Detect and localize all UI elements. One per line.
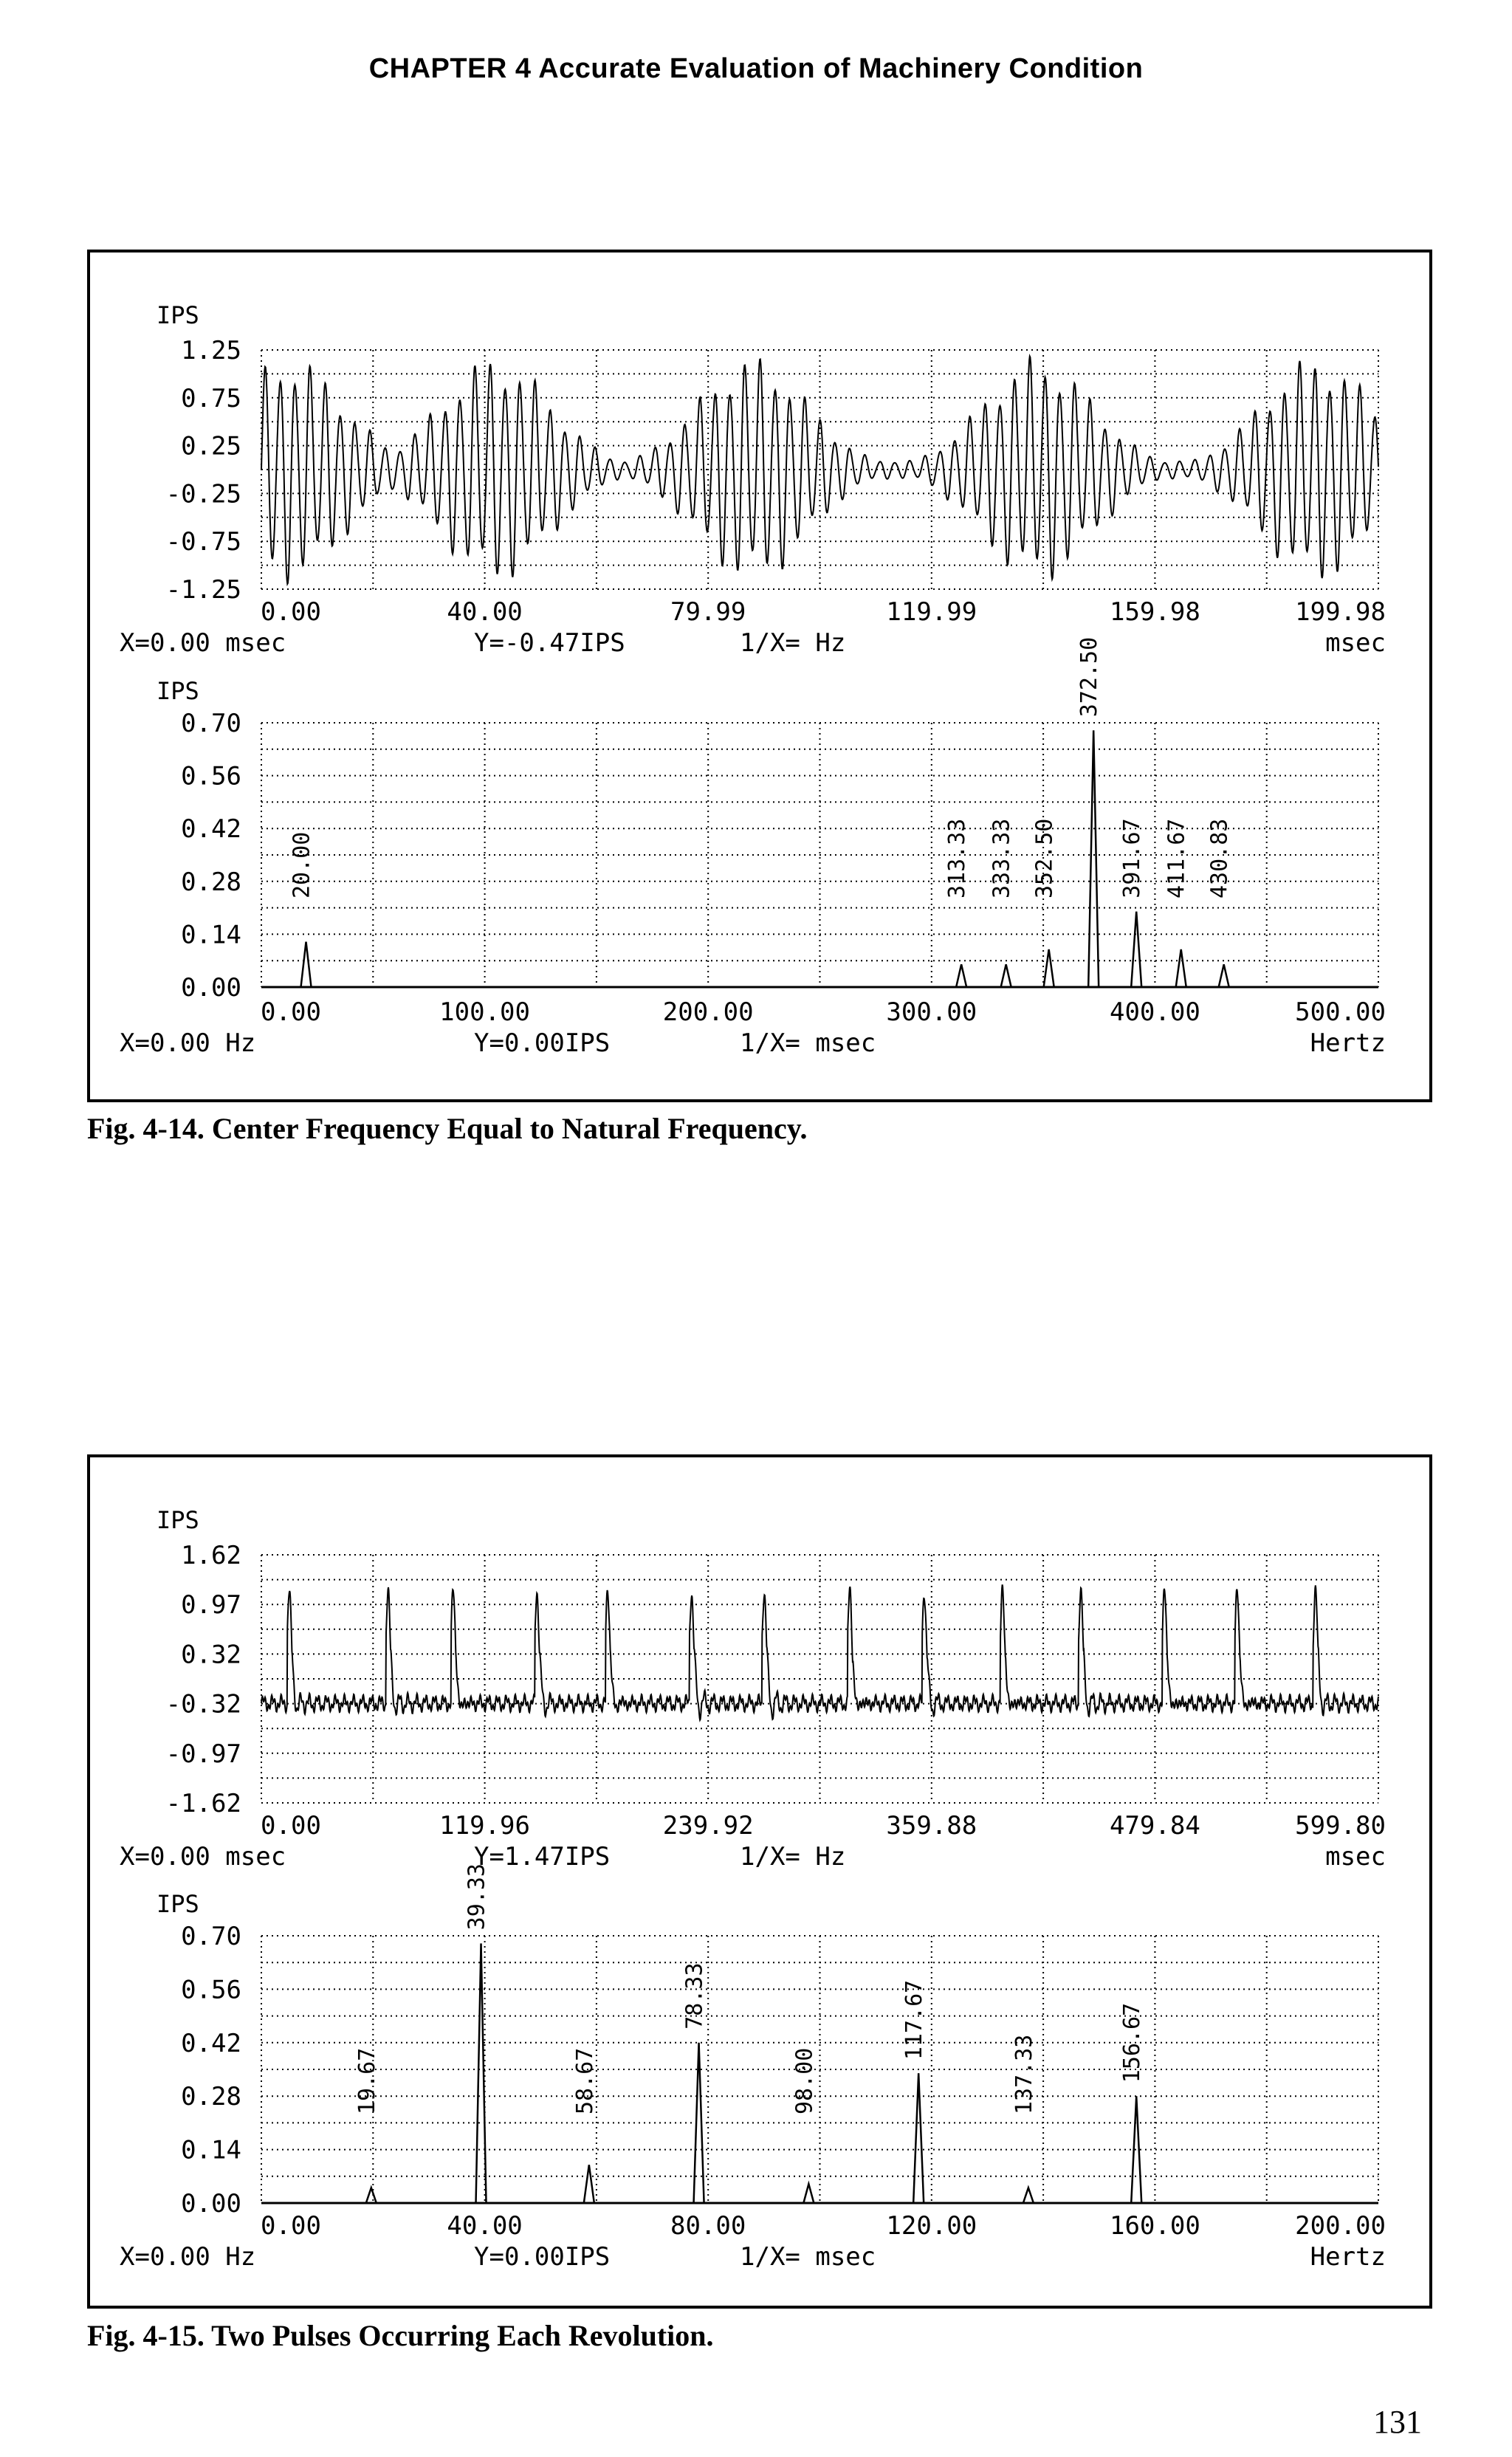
fig15-waveform-x-tick-label: 479.84 [1109,1811,1200,1841]
fig14-spectrum-y-tick-label: 0.56 [181,761,241,791]
fig14-waveform-unit-label: IPS [157,301,199,329]
fig15-waveform-readout-inv: 1/X= Hz [740,1842,846,1872]
fig14-waveform-x-tick-label: 159.98 [1109,597,1200,627]
fig15-waveform-x-tick-label: 239.92 [662,1811,754,1841]
fig15-spectrum-peak-label: 19.67 [354,2047,380,2114]
fig15-waveform-y-tick-label: -1.62 [165,1789,241,1818]
fig14-waveform-x-tick-label: 0.00 [261,597,321,627]
fig15-spectrum-x-tick-label: 0.00 [261,2211,321,2241]
fig14-spectrum-readout-inv: 1/X= msec [740,1028,876,1058]
fig14-spectrum-peak [1131,912,1141,987]
fig15-spectrum-x-tick-label: 40.00 [447,2211,523,2241]
fig15-spectrum-x-tick-label: 80.00 [670,2211,746,2241]
fig15-spectrum-peak [803,2184,814,2203]
fig14-spectrum-peak-label: 372.50 [1076,636,1103,718]
fig14-spectrum-readout-unit: Hertz [1310,1028,1386,1058]
fig14-spectrum-peak-label: 352.50 [1031,818,1058,898]
fig14-spectrum-x-tick-label: 200.00 [662,997,754,1027]
fig15-spectrum-peak-label: 137.33 [1011,2034,1037,2114]
fig14-waveform-x-tick-label: 79.99 [670,597,746,627]
fig15-spectrum-readout-x: X=0.00 Hz [120,2242,256,2272]
fig14-spectrum-readout-y: Y=0.00IPS [474,1028,611,1058]
fig14-waveform-y-tick-label: -1.25 [165,575,241,605]
fig14-waveform-y-tick-label: -0.25 [165,479,241,509]
fig15-waveform-readout-unit: msec [1325,1842,1386,1872]
fig15-spectrum-x-tick-label: 160.00 [1109,2211,1200,2241]
fig15-waveform-x-tick-label: 0.00 [261,1811,321,1841]
figure-4-14-plots [90,252,1429,1099]
figure-4-14-caption: Fig. 4-14. Center Frequency Equal to Natural Frequency. [87,1112,808,1145]
fig14-spectrum-x-tick-label: 500.00 [1295,997,1386,1027]
fig14-spectrum-x-tick-label: 300.00 [886,997,977,1027]
fig15-waveform-x-tick-label: 119.96 [439,1811,531,1841]
figure-4-15-plots [90,1457,1429,2306]
chapter-header: CHAPTER 4 Accurate Evaluation of Machinery Condition [368,53,1144,84]
fig14-waveform-x-tick-label: 119.99 [886,597,977,627]
fig14-spectrum-peak [956,964,966,987]
fig14-spectrum-y-tick-label: 0.70 [181,709,241,738]
fig14-waveform-x-tick-label: 40.00 [447,597,523,627]
fig14-spectrum-peak-label: 391.67 [1119,818,1146,898]
figure-4-14 [87,250,1432,1102]
fig15-spectrum-readout-unit: Hertz [1310,2242,1386,2272]
fig15-waveform-y-tick-label: -0.97 [165,1739,241,1769]
fig15-spectrum-peak-label: 98.00 [791,2047,818,2114]
fig14-spectrum-x-tick-label: 100.00 [439,997,531,1027]
fig15-spectrum-readout-inv: 1/X= msec [740,2242,876,2272]
fig15-waveform-readout-x: X=0.00 msec [120,1842,286,1872]
fig15-spectrum-peak-label: 156.67 [1119,2002,1146,2083]
fig15-waveform-unit-label: IPS [157,1506,199,1534]
fig14-waveform-readout-x: X=0.00 msec [120,628,286,658]
fig14-spectrum-y-tick-label: 0.42 [181,814,241,845]
fig14-spectrum-x-tick-label: 0.00 [261,997,321,1027]
fig15-spectrum-y-tick-label: 0.14 [181,2135,241,2165]
fig15-spectrum-peak-label: 39.33 [464,1863,490,1931]
fig15-spectrum-unit-label: IPS [157,1890,199,1918]
page-number: 131 [1373,2404,1422,2440]
fig15-spectrum-peak [694,2043,704,2203]
fig14-spectrum-peak-label: 20.00 [289,831,315,898]
fig14-spectrum-unit-label: IPS [157,677,199,705]
fig15-spectrum-y-tick-label: 0.56 [181,1975,241,2005]
fig15-spectrum-peak-label: 58.67 [571,2047,598,2114]
fig14-spectrum-peak-label: 313.33 [944,818,971,898]
fig15-spectrum-peak [366,2188,377,2203]
fig14-spectrum-y-tick-label: 0.00 [181,973,241,1003]
fig15-spectrum-readout-y: Y=0.00IPS [474,2242,611,2272]
fig15-waveform-y-tick-label: 0.97 [181,1590,241,1621]
fig14-spectrum-x-tick-label: 400.00 [1109,997,1200,1027]
fig14-spectrum-peak [1044,949,1054,987]
fig14-waveform-readout-inv: 1/X= Hz [740,628,846,658]
fig15-waveform-readout-y: Y=1.47IPS [474,1842,611,1872]
fig15-spectrum-y-tick-label: 0.00 [181,2189,241,2219]
fig14-spectrum-peak [1088,730,1099,987]
fig14-spectrum-peak-label: 333.33 [989,818,1015,898]
figure-4-15 [87,1454,1432,2309]
fig14-spectrum-peak [1001,964,1011,987]
fig14-spectrum-peak [1176,949,1186,987]
fig14-waveform-y-tick-label: -0.75 [165,527,241,557]
figure-4-15-caption: Fig. 4-15. Two Pulses Occurring Each Revolution. [87,2319,714,2352]
fig15-spectrum-peak-label: 78.33 [681,1962,708,2030]
fig14-waveform-y-tick-label: 0.25 [181,431,241,461]
fig14-waveform-readout-unit: msec [1325,628,1386,658]
fig15-spectrum-x-tick-label: 120.00 [886,2211,977,2241]
fig14-waveform-readout-y: Y=-0.47IPS [474,628,625,658]
fig15-spectrum-peak [913,2073,924,2203]
fig14-spectrum-peak [301,942,312,987]
fig15-spectrum-peak [584,2165,594,2203]
fig14-waveform-x-tick-label: 199.98 [1295,597,1386,627]
fig14-spectrum-peak-label: 411.67 [1164,818,1190,898]
fig14-waveform-y-tick-label: 1.25 [181,336,241,365]
fig15-spectrum-y-tick-label: 0.70 [181,1922,241,1951]
fig14-spectrum-peak [1219,964,1229,987]
fig15-spectrum-y-tick-label: 0.42 [181,2028,241,2058]
fig14-spectrum-y-tick-label: 0.14 [181,920,241,950]
fig15-spectrum-peak-label: 117.67 [901,1979,928,2061]
fig14-waveform-y-tick-label: 0.75 [181,383,241,413]
fig15-spectrum-peak [1023,2188,1034,2203]
fig14-spectrum-y-tick-label: 0.28 [181,867,241,897]
fig14-spectrum-readout-x: X=0.00 Hz [120,1028,256,1058]
fig15-waveform-y-tick-label: -0.32 [165,1689,241,1719]
fig15-waveform-y-tick-label: 0.32 [181,1640,241,1670]
fig15-waveform-x-tick-label: 359.88 [886,1811,977,1841]
fig15-waveform-y-tick-label: 1.62 [181,1541,241,1570]
fig14-spectrum-peak-label: 430.83 [1206,818,1233,898]
fig15-spectrum-x-tick-label: 200.00 [1295,2211,1386,2241]
fig15-spectrum-y-tick-label: 0.28 [181,2082,241,2112]
fig15-waveform-x-tick-label: 599.80 [1295,1811,1386,1841]
